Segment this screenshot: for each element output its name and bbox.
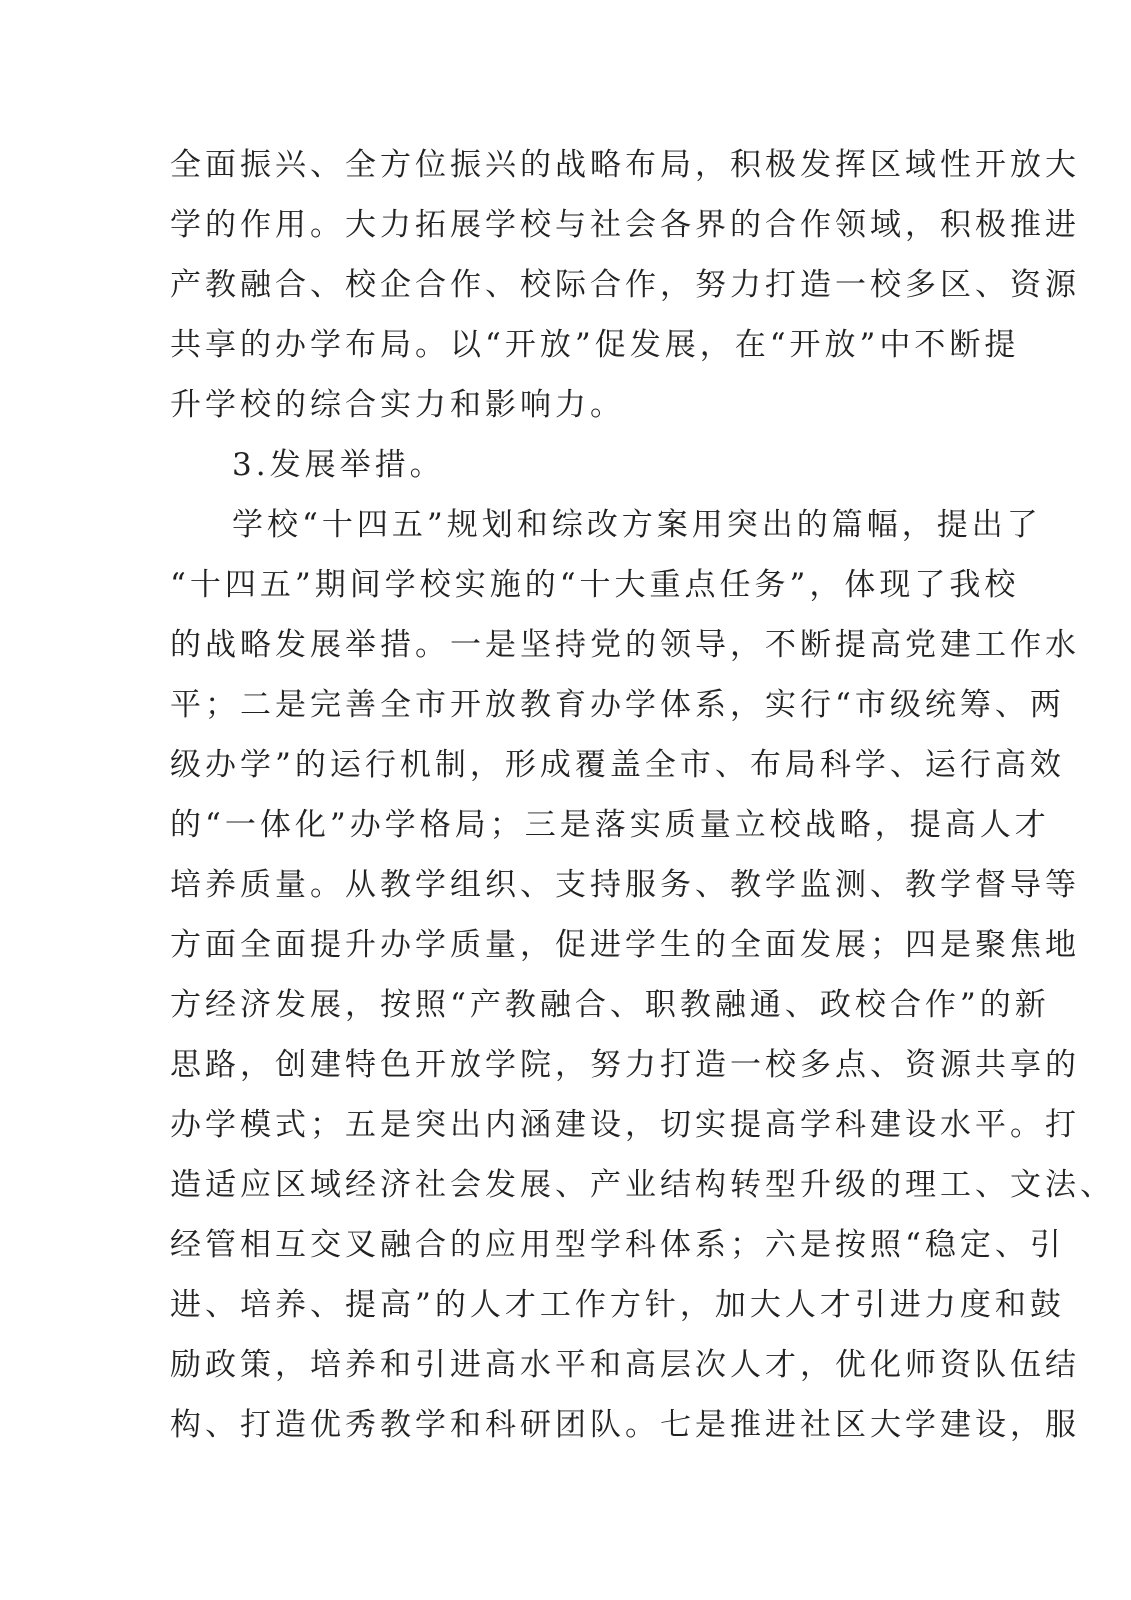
text-line: 励政策，培养和引进高水平和高层次人才，优化师资队伍结 — [170, 1347, 1080, 1383]
text-line: 级办学”的运行机制，形成覆盖全市、布局科学、运行高效 — [170, 747, 1065, 783]
text-line: 全面振兴、全方位振兴的战略布局，积极发挥区域性开放大 — [170, 147, 1080, 183]
text-line: 的战略发展举措。一是坚持党的领导，不断提高党建工作水 — [170, 627, 1080, 663]
text-line: 造适应区域经济社会发展、产业结构转型升级的理工、文法、 — [170, 1167, 1115, 1203]
text-line: 学校“十四五”规划和综改方案用突出的篇幅，提出了 — [232, 507, 1042, 543]
text-line: 培养质量。从教学组织、支持服务、教学监测、教学督导等 — [170, 867, 1080, 903]
text-line: 共享的办学布局。以“开放”促发展，在“开放”中不断提 — [170, 327, 1020, 363]
text-line: 方面全面提升办学质量，促进学生的全面发展；四是聚焦地 — [170, 927, 1080, 963]
body-text — [170, 135, 1115, 1455]
section-heading: 3.发展举措。 — [232, 447, 445, 483]
text-line: 升学校的综合实力和影响力。 — [170, 387, 625, 423]
text-line: 学的作用。大力拓展学校与社会各界的合作领域，积极推进 — [170, 207, 1080, 243]
text-line: 办学模式；五是突出内涵建设，切实提高学科建设水平。打 — [170, 1107, 1080, 1143]
text-line: 经管相互交叉融合的应用型学科体系；六是按照“稳定、引 — [170, 1227, 1065, 1263]
text-line: “十四五”期间学校实施的“十大重点任务”，体现了我校 — [170, 567, 1020, 603]
text-line: 产教融合、校企合作、校际合作，努力打造一校多区、资源 — [170, 267, 1080, 303]
text-line: 的“一体化”办学格局；三是落实质量立校战略，提高人才 — [170, 807, 1050, 843]
text-line: 进、培养、提高”的人才工作方针，加大人才引进力度和鼓 — [170, 1287, 1065, 1323]
text-line: 方经济发展，按照“产教融合、职教融通、政校合作”的新 — [170, 987, 1050, 1023]
text-line: 思路，创建特色开放学院，努力打造一校多点、资源共享的 — [170, 1047, 1080, 1083]
text-line: 构、打造优秀教学和科研团队。七是推进社区大学建设，服 — [170, 1407, 1080, 1443]
text-line: 平；二是完善全市开放教育办学体系，实行“市级统筹、两 — [170, 687, 1065, 723]
